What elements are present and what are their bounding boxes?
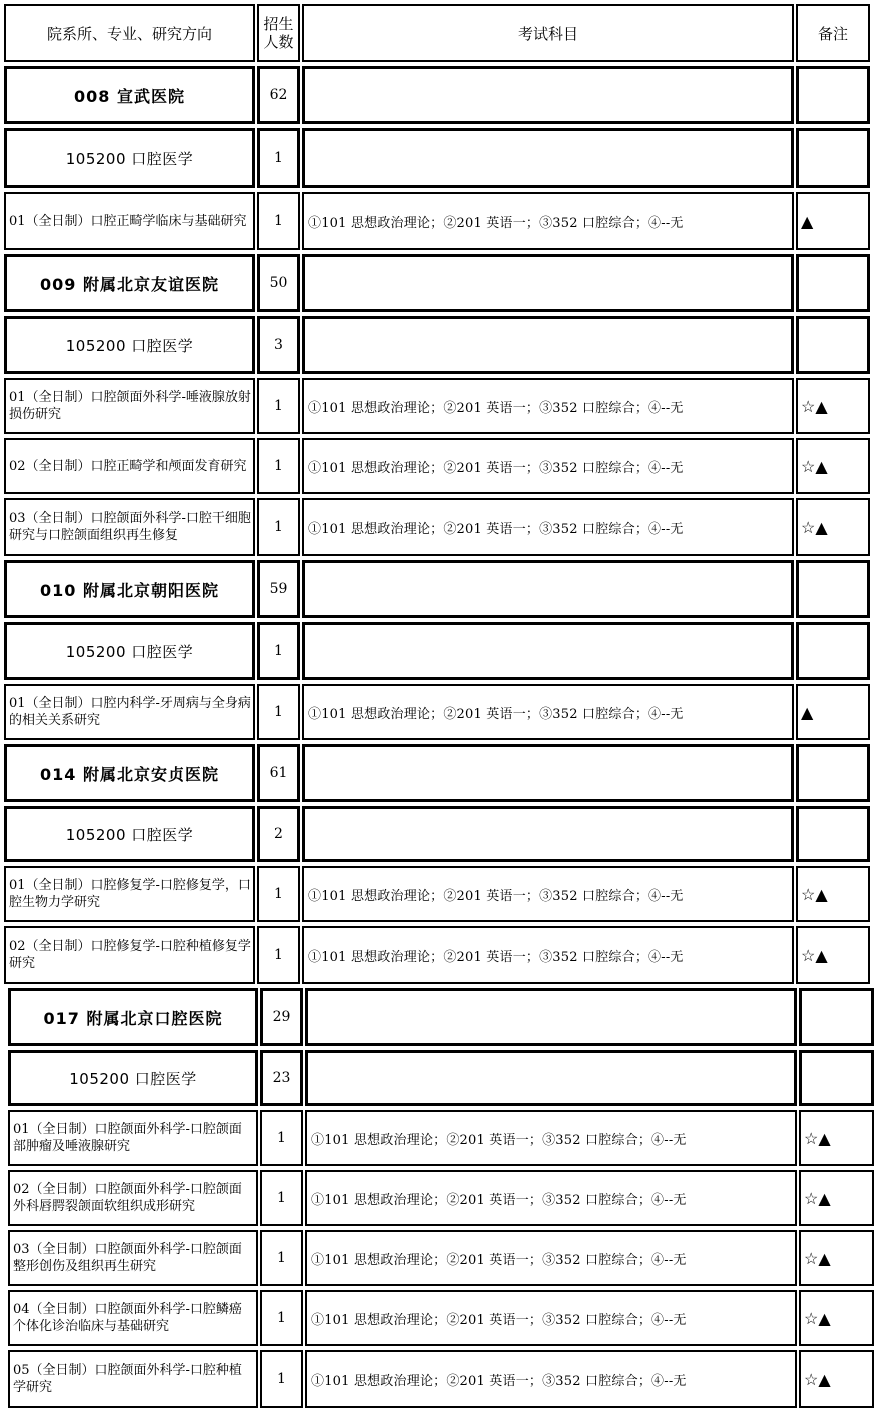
row-dir-name bbox=[4, 684, 255, 740]
row-count bbox=[257, 438, 300, 494]
row-count-text: 59 bbox=[269, 581, 288, 597]
row-major-name-text: 105200 口腔医学 bbox=[65, 149, 194, 168]
row-count-text: 2 bbox=[274, 826, 283, 842]
row-org-name bbox=[8, 988, 258, 1046]
row-note-text: ☆▲ bbox=[801, 945, 828, 965]
row-note bbox=[796, 866, 870, 922]
row-exam-subjects bbox=[302, 438, 794, 494]
row-dir-name bbox=[4, 378, 255, 434]
header-name-text: 院系所、专业、研究方向 bbox=[46, 24, 212, 43]
row-exam-subjects bbox=[302, 926, 794, 984]
row-note bbox=[796, 622, 870, 680]
row-count-text: 1 bbox=[277, 1250, 286, 1266]
row-note bbox=[796, 498, 870, 556]
header-note bbox=[796, 4, 870, 62]
row-org-name bbox=[4, 560, 255, 618]
row-org-name-text: 009 附属北京友谊医院 bbox=[40, 274, 219, 294]
row-count bbox=[260, 1110, 303, 1166]
row-note bbox=[796, 316, 870, 374]
row-note-text: ☆▲ bbox=[804, 1128, 831, 1148]
row-note bbox=[796, 806, 870, 862]
row-count bbox=[257, 378, 300, 434]
row-exam-subjects-text: ①101 思想政治理论；②201 英语一；③352 口腔综合；④--无 bbox=[308, 949, 684, 965]
row-org-name bbox=[4, 254, 255, 312]
row-note bbox=[799, 1350, 874, 1408]
row-exam-subjects bbox=[302, 560, 794, 618]
row-count-text: 29 bbox=[272, 1009, 291, 1025]
header-exam bbox=[302, 4, 794, 62]
row-count-text: 62 bbox=[269, 87, 288, 103]
row-count-text: 1 bbox=[277, 1190, 286, 1206]
row-exam-subjects bbox=[302, 866, 794, 922]
row-org-name bbox=[4, 66, 255, 124]
row-org-name-text: 010 附属北京朝阳医院 bbox=[40, 580, 219, 600]
row-count bbox=[257, 926, 300, 984]
header-note-text: 备注 bbox=[817, 24, 848, 43]
row-count bbox=[257, 684, 300, 740]
row-dir-name-text: 03（全日制）口腔颌面外科学-口腔干细胞研究与口腔颌面组织再生修复 bbox=[9, 511, 251, 543]
row-count-text: 1 bbox=[274, 213, 283, 229]
row-dir-name-text: 01（全日制）口腔颌面外科学-口腔颌面部肿瘤及唾液腺研究 bbox=[13, 1122, 242, 1154]
row-note bbox=[799, 1290, 874, 1346]
row-count-text: 1 bbox=[277, 1310, 286, 1326]
row-note bbox=[799, 988, 874, 1046]
row-note bbox=[796, 560, 870, 618]
row-exam-subjects bbox=[302, 684, 794, 740]
row-exam-subjects bbox=[302, 192, 794, 250]
row-exam-subjects bbox=[305, 1050, 797, 1106]
row-exam-subjects-text: ①101 思想政治理论；②201 英语一；③352 口腔综合；④--无 bbox=[308, 400, 684, 416]
row-count bbox=[257, 254, 300, 312]
row-exam-subjects-text: ①101 思想政治理论；②201 英语一；③352 口腔综合；④--无 bbox=[311, 1132, 687, 1148]
row-major-name-text: 105200 口腔医学 bbox=[65, 825, 194, 844]
row-dir-name-text: 01（全日制）口腔正畸学临床与基础研究 bbox=[9, 213, 247, 229]
row-major-name-text: 105200 口腔医学 bbox=[65, 336, 194, 355]
row-note bbox=[796, 192, 870, 250]
row-note-text: ☆▲ bbox=[801, 884, 828, 904]
row-count bbox=[257, 192, 300, 250]
row-org-name-text: 017 附属北京口腔医院 bbox=[43, 1008, 223, 1028]
row-count-text: 1 bbox=[274, 886, 283, 902]
row-count-text: 1 bbox=[274, 643, 283, 659]
row-count-text: 1 bbox=[274, 398, 283, 414]
row-exam-subjects-text: ①101 思想政治理论；②201 英语一；③352 口腔综合；④--无 bbox=[308, 215, 684, 231]
row-exam-subjects bbox=[302, 378, 794, 434]
row-exam-subjects bbox=[305, 1170, 797, 1226]
row-exam-subjects bbox=[305, 988, 797, 1046]
row-note bbox=[796, 128, 870, 188]
row-count bbox=[260, 1170, 303, 1226]
row-count bbox=[260, 988, 303, 1046]
row-note-text: ▲ bbox=[801, 702, 814, 722]
row-dir-name bbox=[4, 192, 255, 250]
row-note-text: ☆▲ bbox=[804, 1369, 831, 1389]
row-count bbox=[257, 806, 300, 862]
row-count-text: 3 bbox=[274, 337, 283, 353]
row-exam-subjects bbox=[302, 498, 794, 556]
row-note-text: ☆▲ bbox=[804, 1188, 831, 1208]
row-count-text: 23 bbox=[272, 1070, 291, 1086]
row-exam-subjects bbox=[305, 1110, 797, 1166]
row-exam-subjects bbox=[302, 128, 794, 188]
row-count-text: 61 bbox=[269, 765, 288, 781]
row-exam-subjects-text: ①101 思想政治理论；②201 英语一；③352 口腔综合；④--无 bbox=[311, 1192, 687, 1208]
row-note-text: ▲ bbox=[801, 211, 814, 231]
row-note bbox=[796, 744, 870, 802]
header-name bbox=[4, 4, 255, 62]
row-exam-subjects bbox=[302, 66, 794, 124]
row-count bbox=[257, 66, 300, 124]
row-note-text: ☆▲ bbox=[801, 517, 828, 537]
row-exam-subjects bbox=[302, 806, 794, 862]
row-note bbox=[799, 1110, 874, 1166]
row-note bbox=[796, 926, 870, 984]
row-note bbox=[799, 1050, 874, 1106]
row-count bbox=[260, 1350, 303, 1408]
row-note-text: ☆▲ bbox=[801, 456, 828, 476]
row-count bbox=[260, 1290, 303, 1346]
row-dir-name bbox=[8, 1170, 258, 1226]
row-note-text: ☆▲ bbox=[804, 1248, 831, 1268]
row-dir-name bbox=[4, 438, 255, 494]
row-exam-subjects bbox=[302, 254, 794, 312]
row-major-name bbox=[8, 1050, 258, 1106]
row-note bbox=[796, 378, 870, 434]
row-dir-name bbox=[4, 926, 255, 984]
row-dir-name bbox=[8, 1230, 258, 1286]
row-exam-subjects-text: ①101 思想政治理论；②201 英语一；③352 口腔综合；④--无 bbox=[308, 706, 684, 722]
row-note bbox=[799, 1170, 874, 1226]
row-exam-subjects bbox=[302, 622, 794, 680]
row-dir-name-text: 04（全日制）口腔颌面外科学-口腔鳞癌个体化诊治临床与基础研究 bbox=[13, 1302, 242, 1334]
row-count bbox=[257, 866, 300, 922]
row-count-text: 1 bbox=[274, 704, 283, 720]
row-count bbox=[257, 622, 300, 680]
row-count bbox=[257, 498, 300, 556]
row-note bbox=[796, 66, 870, 124]
row-count-text: 1 bbox=[277, 1130, 286, 1146]
row-dir-name-text: 01（全日制）口腔颌面外科学-唾液腺放射损伤研究 bbox=[9, 390, 251, 422]
row-dir-name-text: 01（全日制）口腔内科学-牙周病与全身病的相关关系研究 bbox=[9, 696, 251, 728]
row-note bbox=[796, 254, 870, 312]
row-exam-subjects-text: ①101 思想政治理论；②201 英语一；③352 口腔综合；④--无 bbox=[311, 1373, 687, 1389]
row-count-text: 1 bbox=[274, 519, 283, 535]
row-note bbox=[799, 1230, 874, 1286]
row-major-name-text: 105200 口腔医学 bbox=[69, 1069, 197, 1088]
row-dir-name-text: 01（全日制）口腔修复学-口腔修复学，口腔生物力学研究 bbox=[9, 878, 251, 910]
row-dir-name-text: 02（全日制）口腔正畸学和颅面发育研究 bbox=[9, 458, 247, 474]
row-exam-subjects bbox=[305, 1230, 797, 1286]
row-count bbox=[257, 316, 300, 374]
row-dir-name-text: 05（全日制）口腔颌面外科学-口腔种植学研究 bbox=[13, 1363, 242, 1395]
row-major-name bbox=[4, 806, 255, 862]
row-exam-subjects-text: ①101 思想政治理论；②201 英语一；③352 口腔综合；④--无 bbox=[311, 1252, 687, 1268]
row-major-name bbox=[4, 316, 255, 374]
row-exam-subjects-text: ①101 思想政治理论；②201 英语一；③352 口腔综合；④--无 bbox=[308, 888, 684, 904]
row-note bbox=[796, 684, 870, 740]
row-major-name bbox=[4, 128, 255, 188]
row-count bbox=[257, 744, 300, 802]
header-count bbox=[257, 4, 300, 62]
row-dir-name bbox=[4, 866, 255, 922]
row-count bbox=[260, 1230, 303, 1286]
row-note-text: ☆▲ bbox=[801, 396, 828, 416]
row-note bbox=[796, 438, 870, 494]
row-major-name bbox=[4, 622, 255, 680]
row-count-text: 50 bbox=[269, 275, 288, 291]
header-count-text: 招生人数 bbox=[263, 15, 294, 51]
row-count bbox=[260, 1050, 303, 1106]
row-dir-name bbox=[8, 1350, 258, 1408]
row-dir-name-text: 02（全日制）口腔颌面外科学-口腔颌面外科唇腭裂颌面软组织成形研究 bbox=[13, 1182, 242, 1214]
row-org-name-text: 014 附属北京安贞医院 bbox=[40, 764, 219, 784]
row-dir-name bbox=[8, 1110, 258, 1166]
row-org-name-text: 008 宣武医院 bbox=[74, 86, 185, 106]
row-count-text: 1 bbox=[274, 150, 283, 166]
row-note-text: ☆▲ bbox=[804, 1308, 831, 1328]
row-major-name-text: 105200 口腔医学 bbox=[65, 642, 194, 661]
row-count bbox=[257, 128, 300, 188]
row-count-text: 1 bbox=[277, 1371, 286, 1387]
row-count bbox=[257, 560, 300, 618]
row-exam-subjects-text: ①101 思想政治理论；②201 英语一；③352 口腔综合；④--无 bbox=[308, 521, 684, 537]
row-dir-name-text: 02（全日制）口腔修复学-口腔种植修复学研究 bbox=[9, 939, 251, 971]
row-exam-subjects-text: ①101 思想政治理论；②201 英语一；③352 口腔综合；④--无 bbox=[308, 460, 684, 476]
row-exam-subjects-text: ①101 思想政治理论；②201 英语一；③352 口腔综合；④--无 bbox=[311, 1312, 687, 1328]
row-exam-subjects bbox=[302, 744, 794, 802]
row-dir-name-text: 03（全日制）口腔颌面外科学-口腔颌面整形创伤及组织再生研究 bbox=[13, 1242, 242, 1274]
row-exam-subjects bbox=[305, 1290, 797, 1346]
row-exam-subjects bbox=[305, 1350, 797, 1408]
row-exam-subjects bbox=[302, 316, 794, 374]
row-count-text: 1 bbox=[274, 458, 283, 474]
header-exam-text: 考试科目 bbox=[517, 24, 578, 43]
row-dir-name bbox=[4, 498, 255, 556]
row-count-text: 1 bbox=[274, 947, 283, 963]
row-dir-name bbox=[8, 1290, 258, 1346]
row-org-name bbox=[4, 744, 255, 802]
